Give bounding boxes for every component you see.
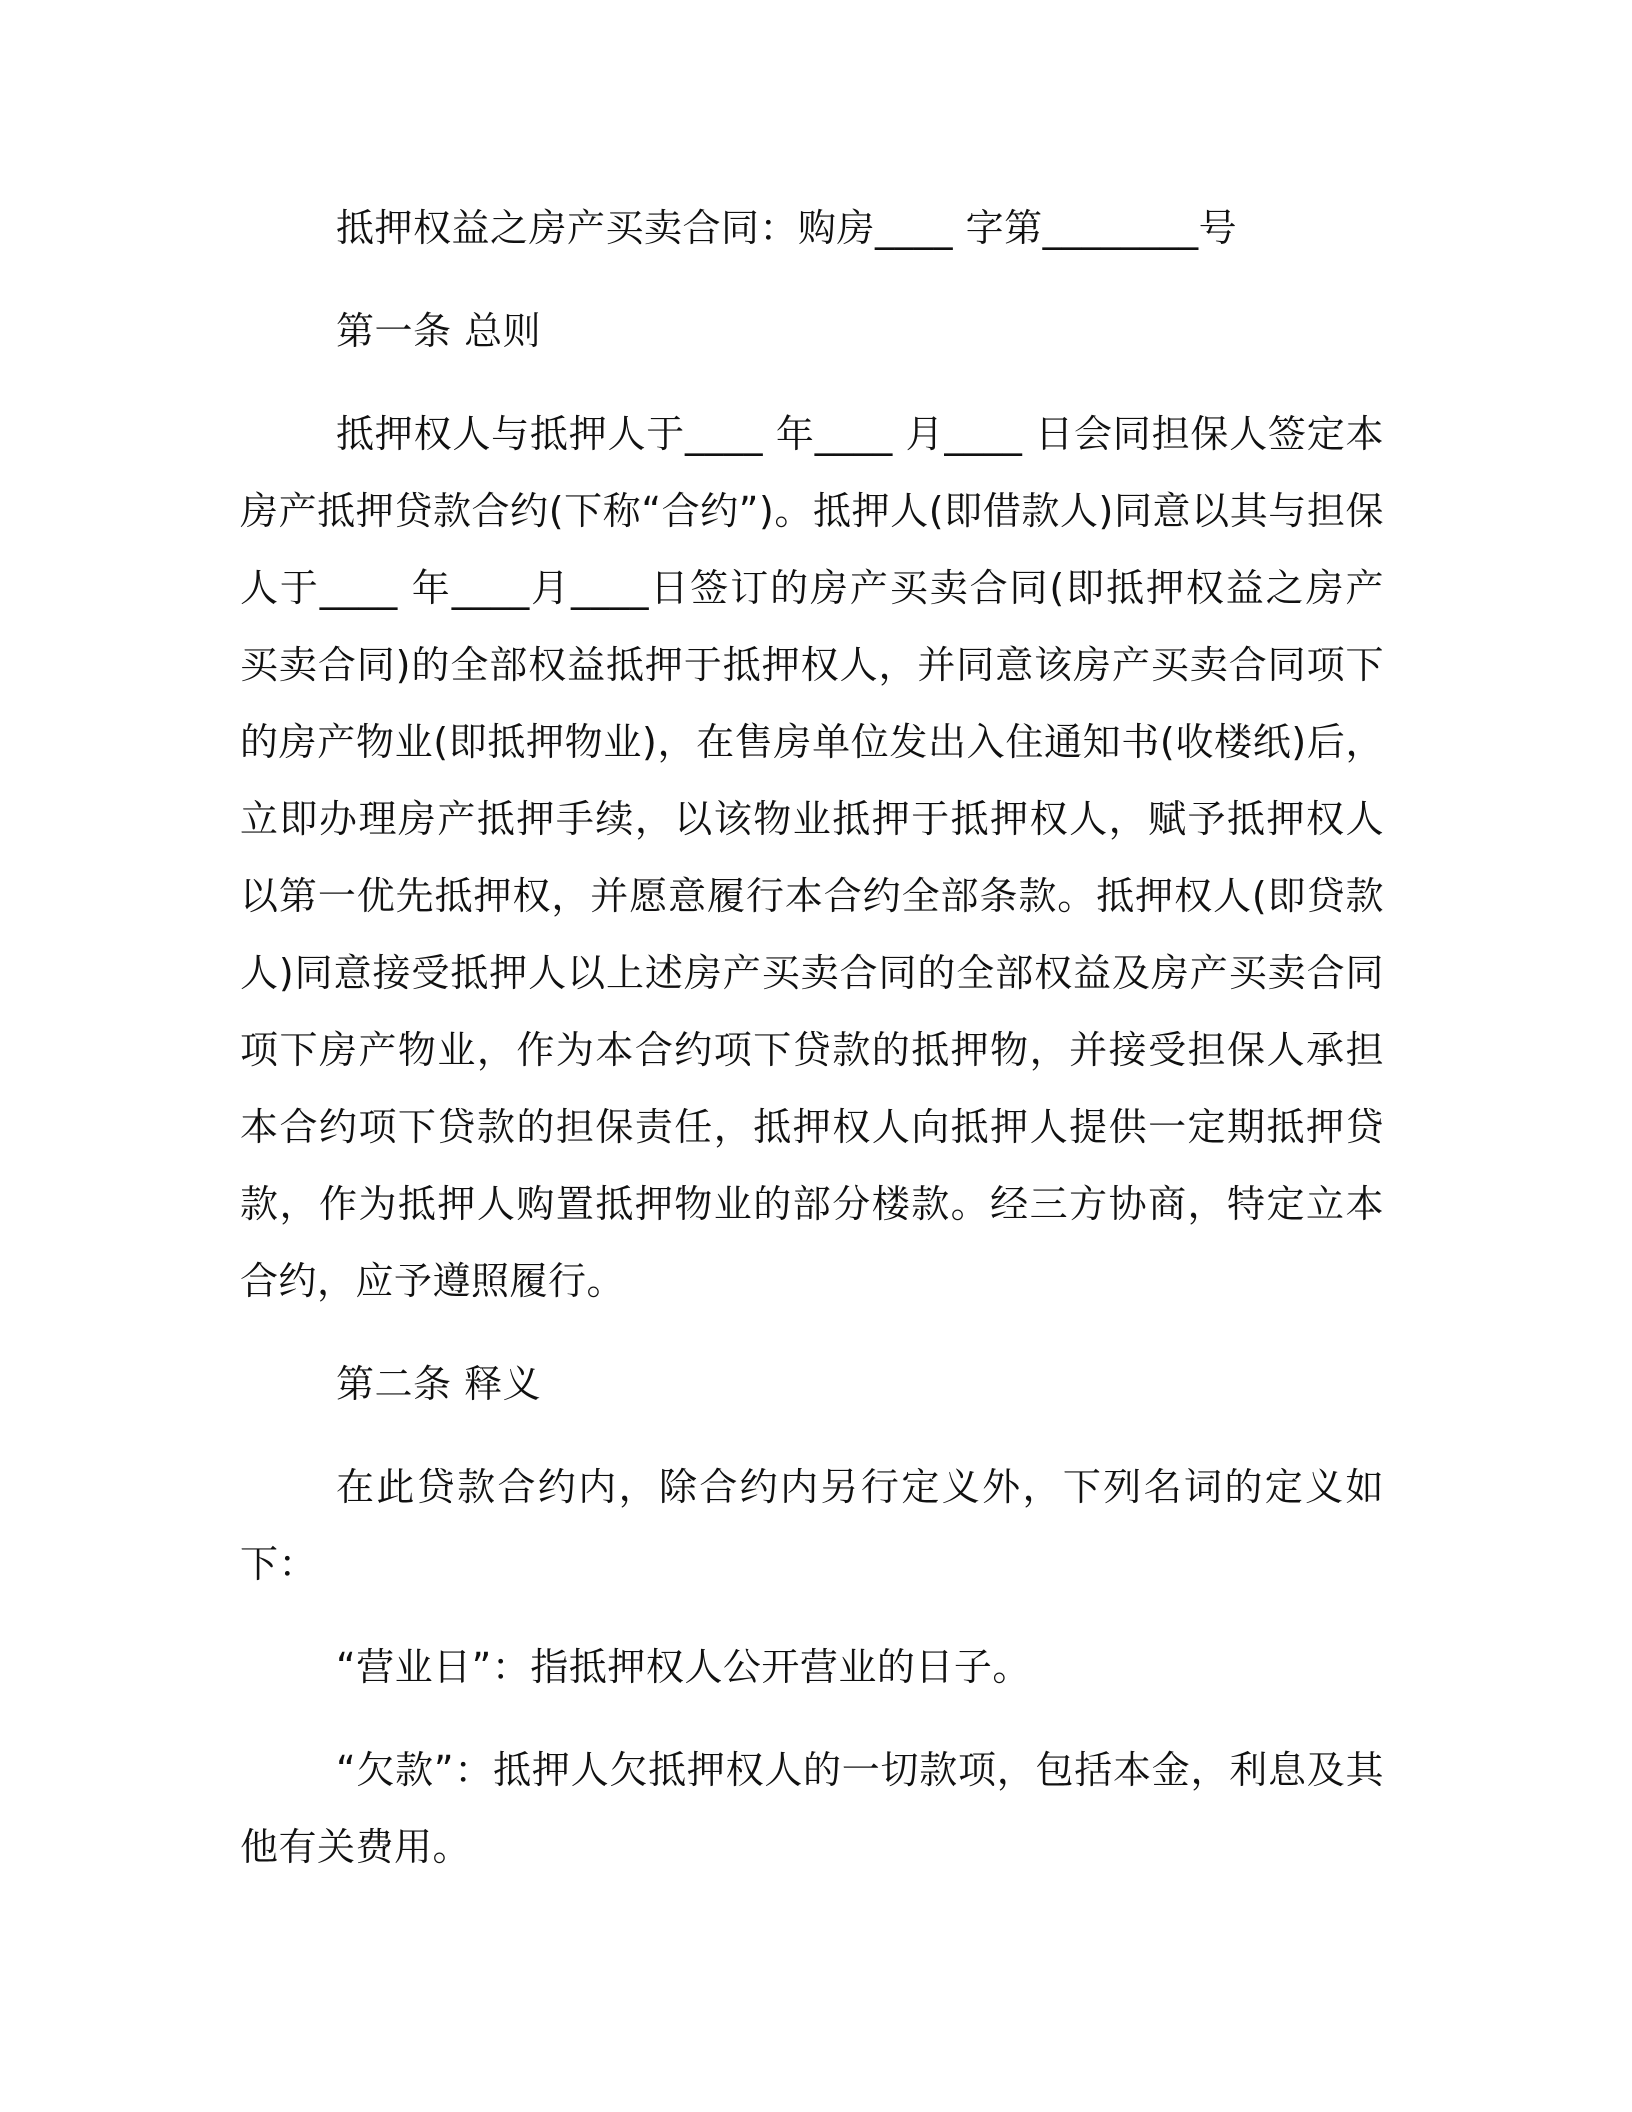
article-2-intro: 在此贷款合约内，除合约内另行定义外，下列名词的定义如下：: [240, 1465, 1384, 1586]
contract-title-line: 抵押权益之房产买卖合同：购房____ 字第________号: [336, 206, 1238, 250]
definition-debt: “欠款”：抵押人欠抵押权人的一切款项，包括本金，利息及其他有关费用。: [240, 1748, 1384, 1869]
article-1-heading: 第一条 总则: [336, 309, 542, 353]
article-1-body: 抵押权人与抵押人于____ 年____ 月____ 日会同担保人签定本房产抵押贷款合约(下称“合约”)。抵押人(即借款人)同意以其与担保人于____ 年____月____日签订的房产买卖合同(即抵押权益之房产买卖合同)的全部权益抵押于抵押权人，并同意该房产买卖合同项下的房产物业(即抵押物业)，在售房单位发出入住通知书(收楼纸)后，立即办理房产抵押手续，以该物业抵押于抵押权人，赋予抵押权人以第一优先抵押权，并愿意履行本合约全部条款。抵押权人(即贷款人)同意接受抵押人以上述房产买卖合同的全部权益及房产买卖合同项下房产物业，作为本合约项下贷款的抵押物，并接受担保人承担本合约项下贷款的担保责任，抵押权人向抵押人提供一定期抵押贷款，作为抵押人购置抵押物业的部分楼款。经三方协商，特定立本合约，应予遵照履行。: [240, 412, 1384, 1303]
article-2-heading: 第二条 释义: [336, 1362, 542, 1406]
definition-business-day: “营业日”：指抵押权人公开营业的日子。: [336, 1645, 1031, 1689]
document-body: [240, 190, 1384, 1886]
